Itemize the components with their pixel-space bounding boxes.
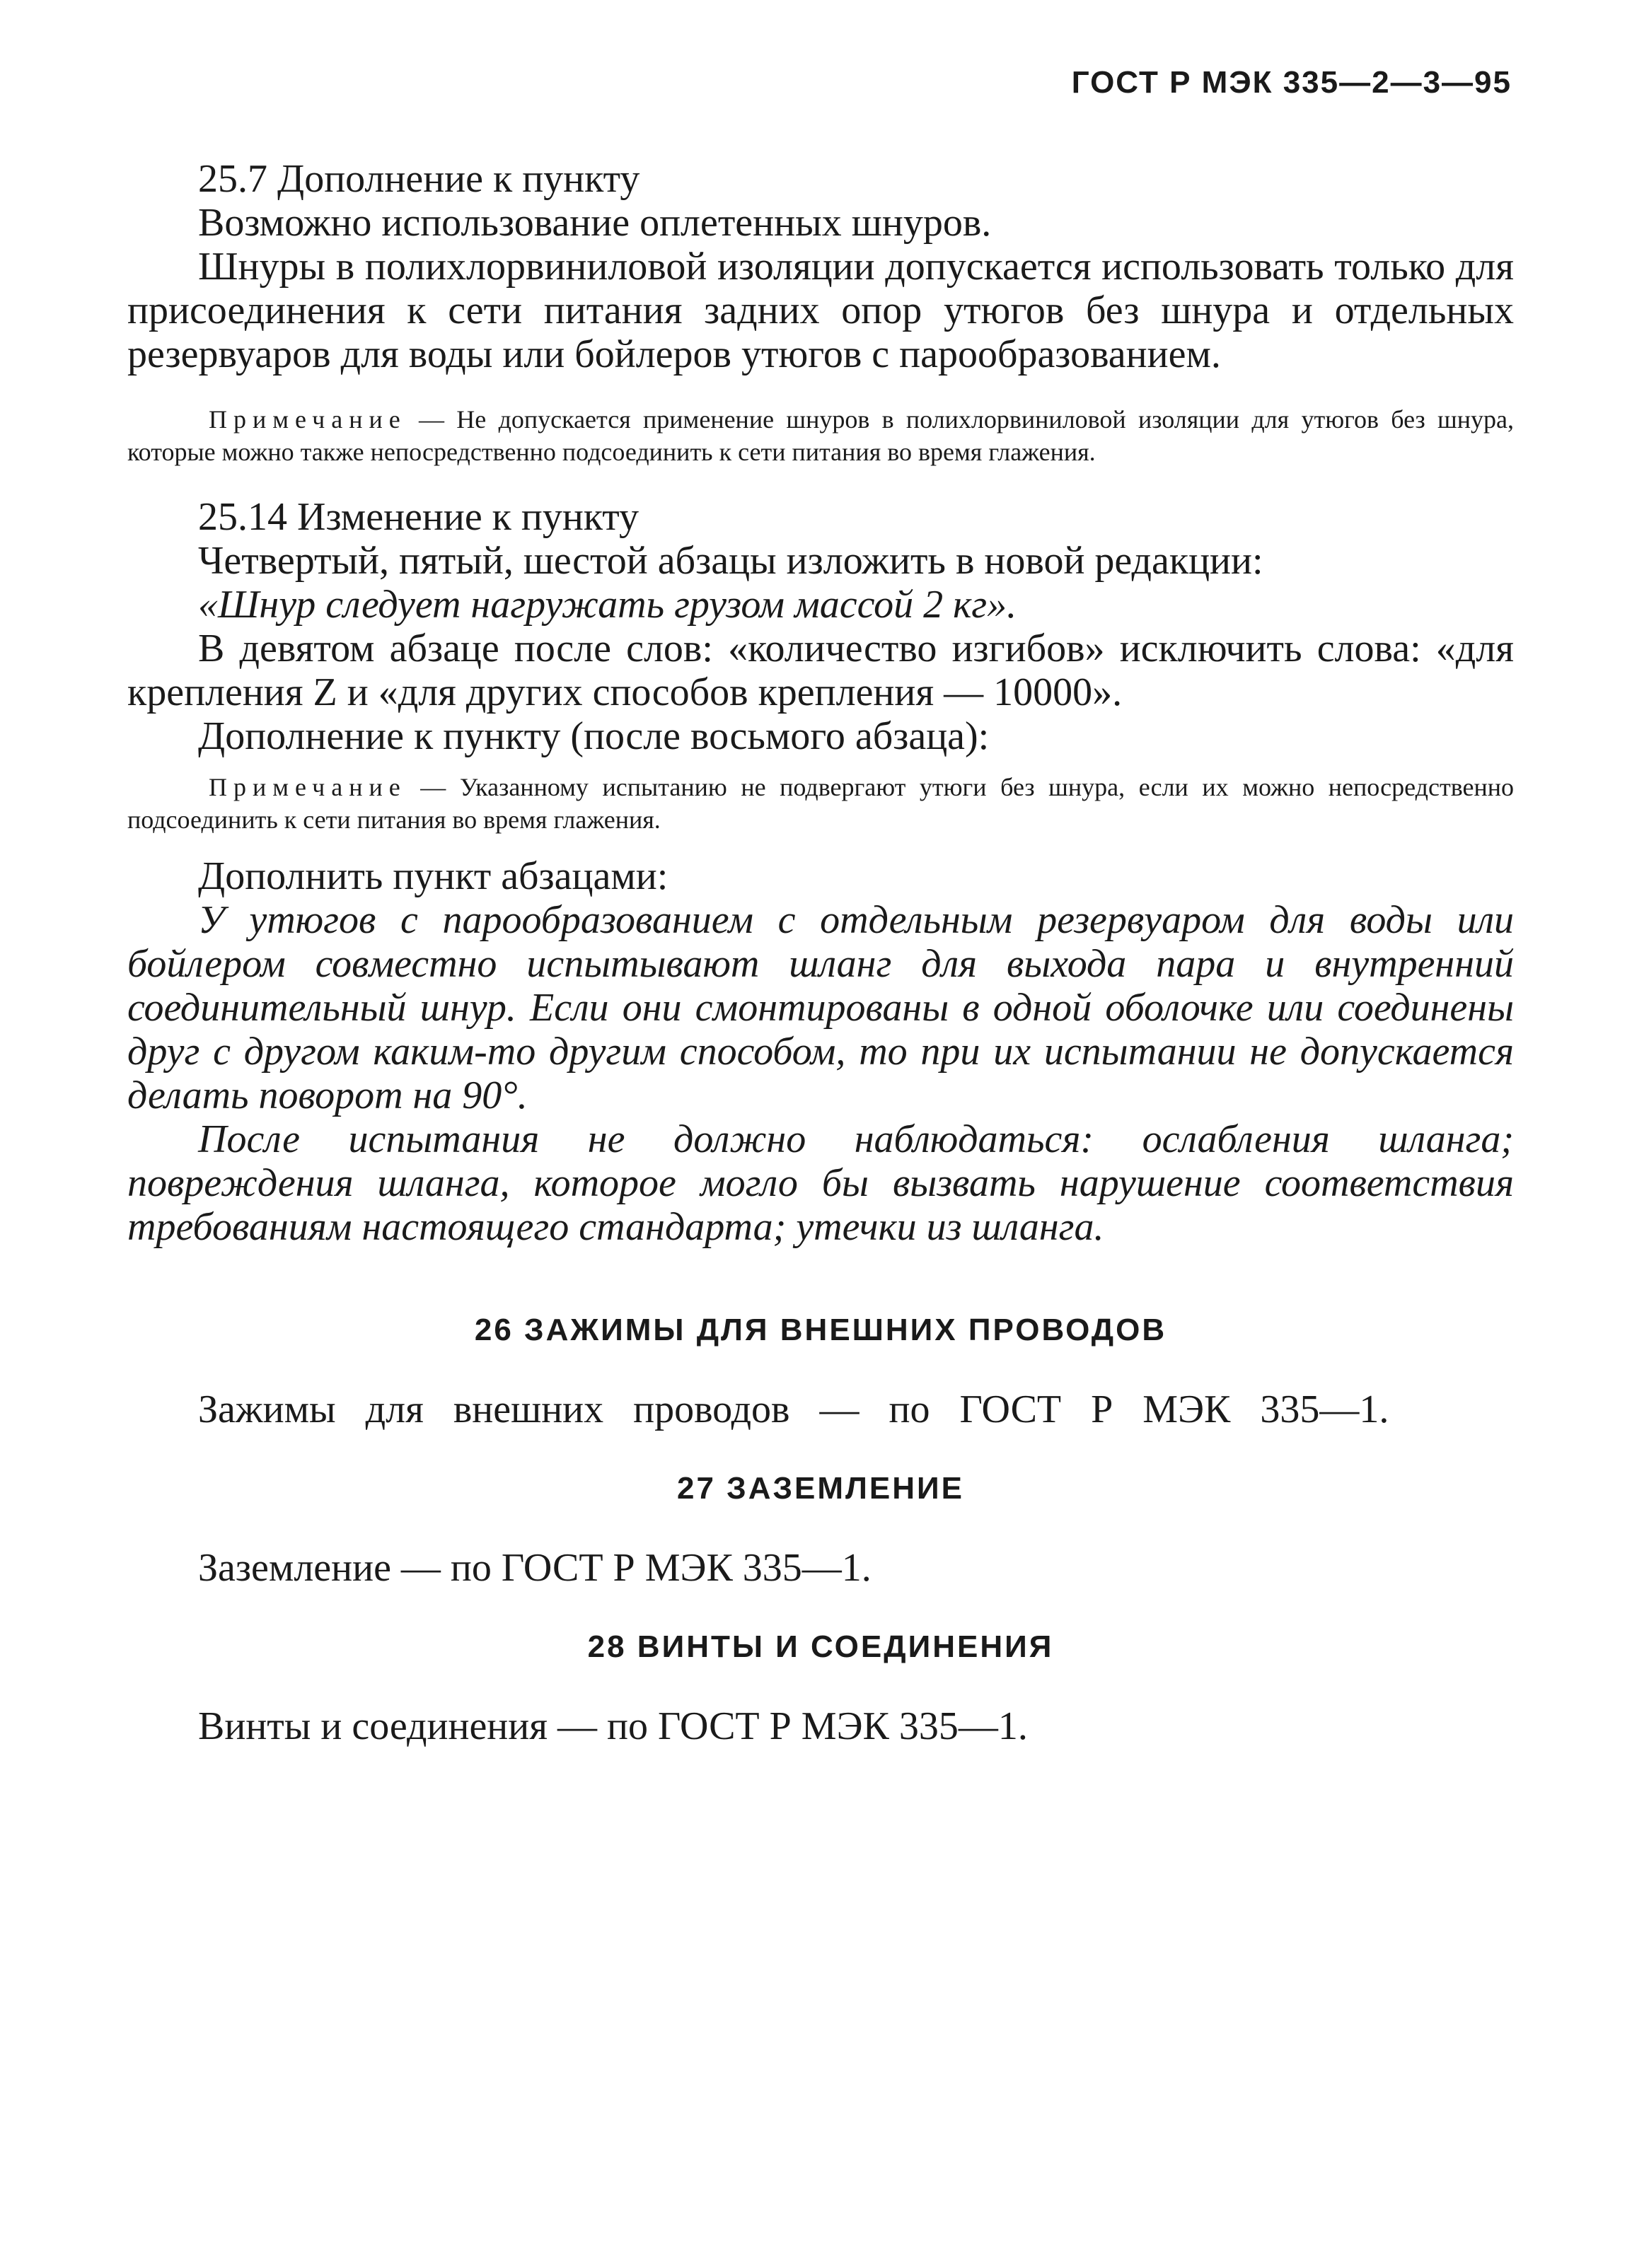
page-content xyxy=(127,157,1514,1748)
section-26-heading: 26 ЗАЖИМЫ ДЛЯ ВНЕШНИХ ПРОВОДОВ xyxy=(474,1313,1167,1347)
note-text: — Не допускается применение шнуров в полихлорвиниловой изоляции для утюгов без шнура, которые можно также непосредственно подсоединить к сети питания во время глажения. xyxy=(127,405,1514,466)
section-25-14-paragraph-5: У утюгов с парообразованием с отдельным резервуаром для воды или бойлером совместно испытывают шланг для выхода пара и внутренний соединительный шнур. Если они смонтированы в одной оболочке или соединены друг с другом каким-то другим способом, то при их испытании не допускается делать поворот на 90°. xyxy=(127,898,1514,1117)
section-25-14-paragraph-4: Дополнить пункт абзацами: xyxy=(198,854,669,898)
section-25-14-quote: «Шнур следует нагружать грузом массой 2 кг». xyxy=(198,583,1017,627)
section-25-14-paragraph-6: После испытания не должно наблюдаться: ослабления шланга; повреждения шланга, которое могло бы вызвать нарушение соответствия требованиям настоящего стандарта; утечки из шланга. xyxy=(127,1117,1514,1249)
section-28-heading: 28 ВИНТЫ И СОЕДИНЕНИЯ xyxy=(587,1629,1054,1664)
section-25-7-paragraph-1: Возможно использование оплетенных шнуров. xyxy=(198,201,992,245)
note-label: Примечание xyxy=(209,405,407,434)
section-25-14-paragraph-1: Четвертый, пятый, шестой абзацы изложить в новой редакции: xyxy=(198,539,1263,583)
section-27-text: Заземление — по ГОСТ Р МЭК 335—1. xyxy=(198,1546,872,1590)
section-25-14-heading: 25.14 Изменение к пункту xyxy=(198,495,640,539)
note-text: — Указанному испытанию не подвергают утюги без шнура, если их можно непосредственно подсоединить к сети питания во время глажения. xyxy=(127,773,1514,834)
section-26-text: Зажимы для внешних проводов — по ГОСТ Р МЭК 335—1. xyxy=(198,1388,1389,1431)
section-25-14-note xyxy=(127,771,1514,836)
note-label: Примечание xyxy=(209,773,407,801)
section-25-7-paragraph-2: Шнуры в полихлорвиниловой изоляции допускается использовать только для присоединения к сети питания задних опор утюгов без шнура и отдельных резервуаров для воды или бойлеров утюгов с парообразованием. xyxy=(127,245,1514,376)
section-27-heading: 27 ЗАЗЕМЛЕНИЕ xyxy=(676,1471,965,1506)
section-25-14-paragraph-3: Дополнение к пункту (после восьмого абзаца): xyxy=(198,714,990,758)
section-25-7-note xyxy=(127,403,1514,468)
page-header-doc-code: ГОСТ Р МЭК 335—2—3—95 xyxy=(1071,65,1512,100)
section-25-7-heading: 25.7 Дополнение к пункту xyxy=(198,157,640,201)
section-28-text: Винты и соединения — по ГОСТ Р МЭК 335—1. xyxy=(198,1704,1028,1748)
section-25-14-paragraph-2: В девятом абзаце после слов: «количество изгибов» исключить слова: «для крепления Z и «для других способов крепления — 10000». xyxy=(127,627,1514,714)
